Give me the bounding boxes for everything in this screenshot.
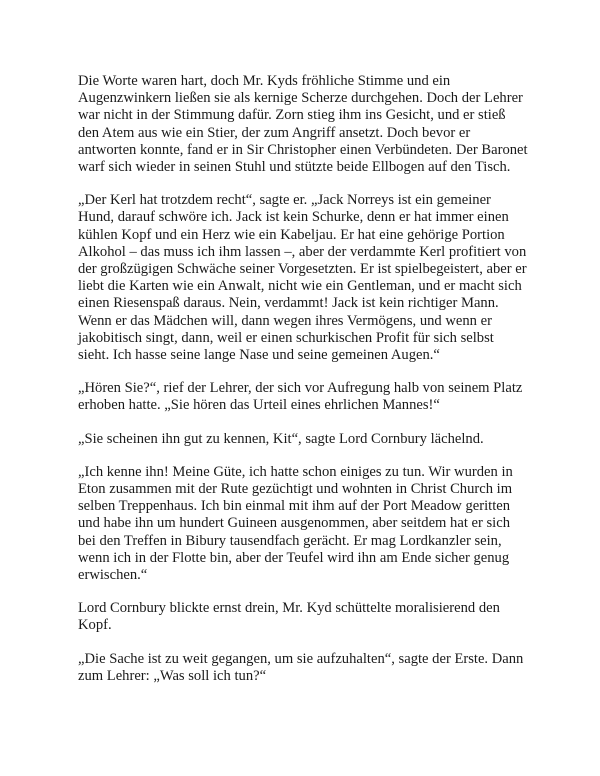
paragraph-4: „Sie scheinen ihn gut zu kennen, Kit“, sagte Lord Cornbury lächelnd.: [78, 430, 484, 447]
paragraph-6: Lord Cornbury blickte ernst drein, Mr. Kyd schüttelte moralisierend den Kopf.: [78, 600, 500, 634]
paragraph-7: „Die Sache ist zu weit gegangen, um sie aufzuhalten“, sagte der Erste. Dann zum Lehrer: „Was soll ich tun?“: [78, 650, 524, 684]
paragraph-1: Die Worte waren hart, doch Mr. Kyds fröhliche Stimme und ein Augenzwinkern ließen sie als kernige Scherze durchgehen. Doch der Lehrer war nicht in der Stimmung dafür. Zorn stieg ihm ins Gesicht, und er stieß den Atem aus wie ein Stier, der zum Angriff ansetzt. Doch bevor er antworten konnte, fand er in Sir Christopher einen Verbündeten. Der Baronet warf sich wieder in seinen Stuhl und stützte beide Ellbogen auf den Tisch.: [78, 73, 528, 176]
document-page: [78, 73, 528, 701]
paragraph-2: „Der Kerl hat trotzdem recht“, sagte er. „Jack Norreys ist ein gemeiner Hund, darauf schwöre ich. Jack ist kein Schurke, denn er hat immer einen kühlen Kopf und ein Herz wie ein Kabeljau. Er hat eine gehörige Portion Alkohol – das muss ich ihm lassen –, aber der verdammte Kerl profitiert von der großzügigen Schwäche seiner Vorgesetzten. Er ist spielbegeistert, aber er liebt die Karten wie ein Anwalt, nicht wie ein Gentleman, und er macht sich einen Riesenspaß daraus. Nein, verdammt! Jack ist kein richtiger Mann. Wenn er das Mädchen will, dann wegen ihres Vermögens, und wenn er jakobitisch singt, dann, weil er einen schurkischen Profit für sich selbst sieht. Ich hasse seine lange Nase und seine gemeinen Augen.“: [78, 192, 527, 364]
paragraph-5: „Ich kenne ihn! Meine Güte, ich hatte schon einiges zu tun. Wir wurden in Eton zusammen mit der Rute gezüchtigt und wohnten in Christ Church im selben Treppenhaus. Ich bin einmal mit ihm auf der Port Meadow geritten und habe ihn um hundert Guineen ausgenommen, aber seitdem hat er sich bei den Treffen in Bibury tausendfach gerächt. Er mag Lordkanzler sein, wenn ich in der Flotte bin, aber der Teufel wird ihn am Ende sicher genug erwischen.“: [78, 463, 513, 584]
paragraph-3: „Hören Sie?“, rief der Lehrer, der sich vor Aufregung halb von seinem Platz erhoben hatte. „Sie hören das Urteil eines ehrlichen Mannes!“: [78, 380, 523, 414]
